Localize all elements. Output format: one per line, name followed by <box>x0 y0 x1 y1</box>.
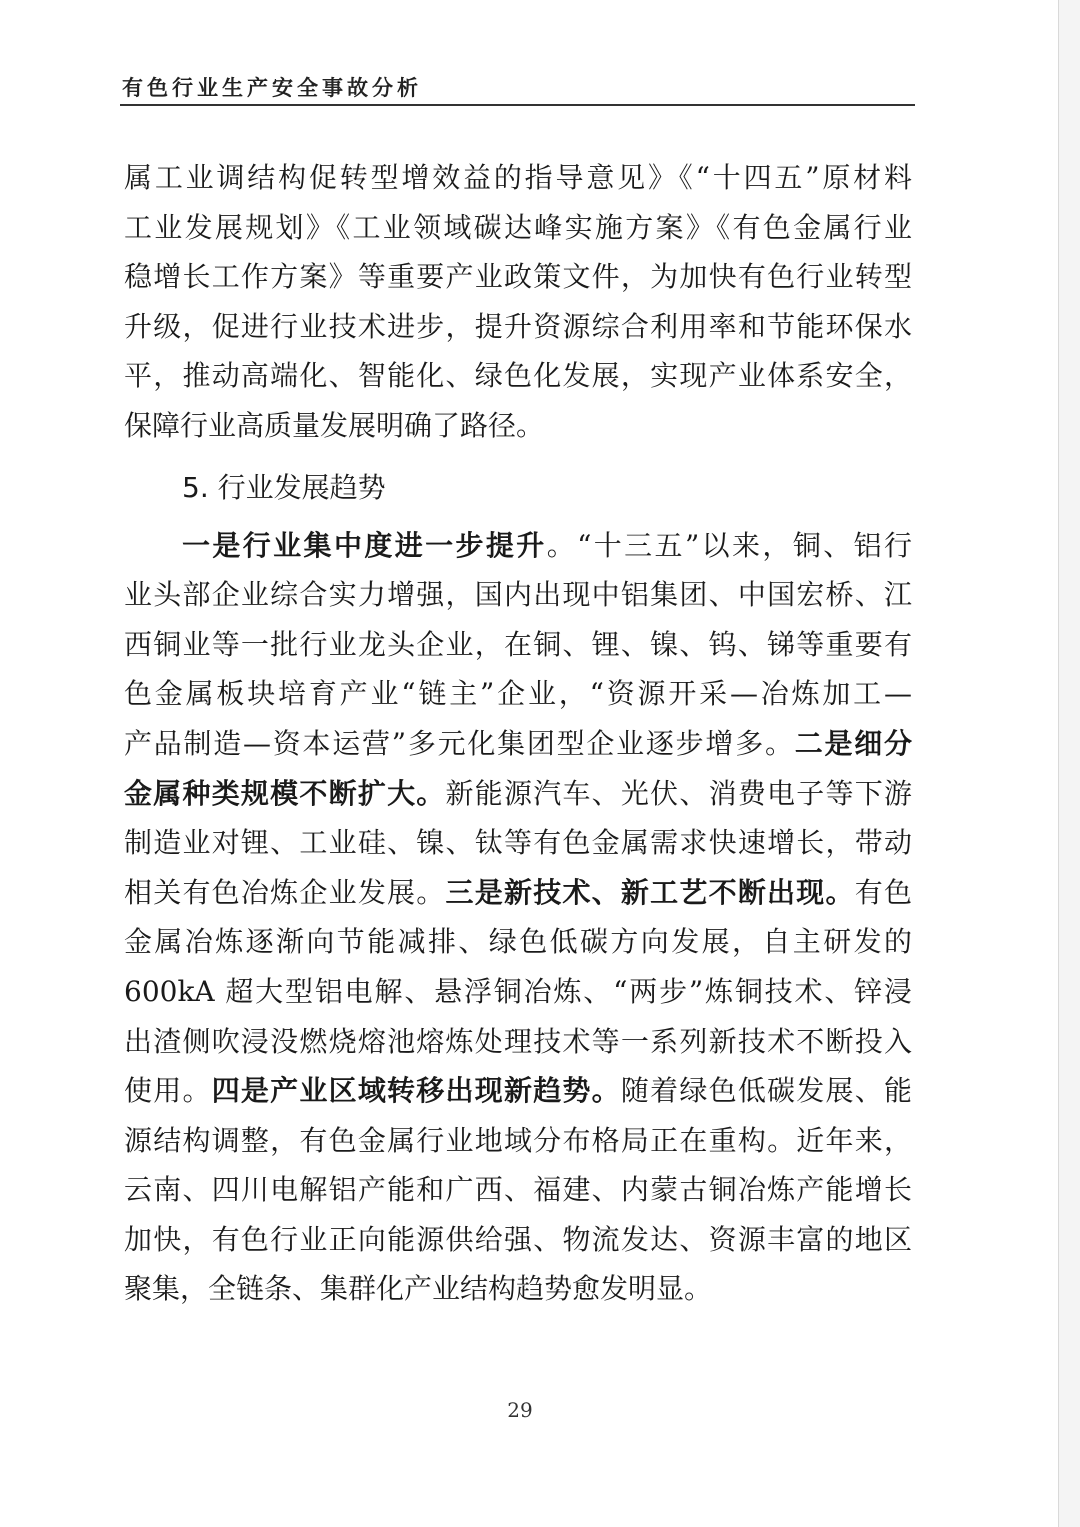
text-span: 有色 <box>854 875 912 909</box>
text-span: 产品制造—资本运营”多元化集团型企业逐步增多。 <box>124 726 795 760</box>
text-line: 工业发展规划》《工业领域碳达峰实施方案》《有色金属行业 <box>124 210 912 244</box>
text-span: 相关有色冶炼企业发展。 <box>124 875 446 909</box>
body-text <box>124 153 912 1314</box>
text-line: 保障行业高质量发展明确了路径。 <box>124 408 545 442</box>
text-span: 使用。 <box>124 1074 212 1108</box>
text-line <box>124 868 912 918</box>
text-line: 云南、四川电解铝产能和广西、福建、内蒙古铜冶炼产能增长 <box>124 1173 912 1207</box>
running-header: 有色行业生产安全事故分析 <box>122 76 422 100</box>
key-point-1: 一是行业集中度进一步提升 <box>182 528 547 562</box>
text-line: 平，推动高端化、智能化、绿色化发展，实现产业体系安全， <box>124 359 912 393</box>
text-line: 源结构调整，有色金属行业地域分布格局正在重构。近年来， <box>124 1123 912 1157</box>
header-rule <box>120 104 915 106</box>
key-point-4: 四是产业区域转移出现新趋势。 <box>211 1074 621 1108</box>
text-line: 升级，促进行业技术进步，提升资源综合利用率和节能环保水 <box>124 309 912 343</box>
text-span: 新能源汽车、光伏、消费电子等下游 <box>445 776 912 810</box>
text-line: 稳增长工作方案》等重要产业政策文件，为加快有色行业转型 <box>124 260 912 294</box>
text-line: 业头部企业综合实力增强，国内出现中铝集团、中国宏桥、江 <box>124 578 912 612</box>
key-point-3: 三是新技术、新工艺不断出现。 <box>445 875 855 909</box>
text-line: 西铜业等一批行业龙头企业，在铜、锂、镍、钨、锑等重要有 <box>124 627 912 661</box>
text-line: 聚集，全链条、集群化产业结构趋势愈发明显。 <box>124 1272 713 1306</box>
text-line <box>124 719 912 769</box>
text-line <box>124 769 912 819</box>
text-line: 加快，有色行业正向能源供给强、物流发达、资源丰富的地区 <box>124 1222 912 1256</box>
text-line <box>124 1066 912 1116</box>
text-line: 600kA 超大型铝电解、悬浮铜冶炼、“两步”炼铜技术、锌浸 <box>124 974 912 1008</box>
page-edge <box>1058 0 1080 1527</box>
text-line: 色金属板块培育产业“链主”企业，“资源开采—冶炼加工— <box>124 677 912 711</box>
page-number: 29 <box>507 1398 533 1422</box>
text-line: 出渣侧吹浸没燃烧熔池熔炼处理技术等一系列新技术不断投入 <box>124 1024 912 1058</box>
text-line: 金属冶炼逐渐向节能减排、绿色低碳方向发展，自主研发的 <box>124 925 912 959</box>
key-point-2-end: 金属种类规模不断扩大。 <box>124 776 446 810</box>
key-point-2-start: 二是细分 <box>794 726 912 760</box>
section-heading: 5. 行业发展趋势 <box>182 470 386 504</box>
text-line <box>124 521 912 571</box>
text-line: 属工业调结构促转型增效益的指导意见》《“十四五”原材料 <box>124 161 912 194</box>
text-span: 随着绿色低碳发展、能 <box>620 1074 912 1108</box>
text-span: 。“十三五”以来，铜、铝行 <box>546 528 912 562</box>
text-line: 制造业对锂、工业硅、镍、钛等有色金属需求快速增长，带动 <box>124 826 912 860</box>
